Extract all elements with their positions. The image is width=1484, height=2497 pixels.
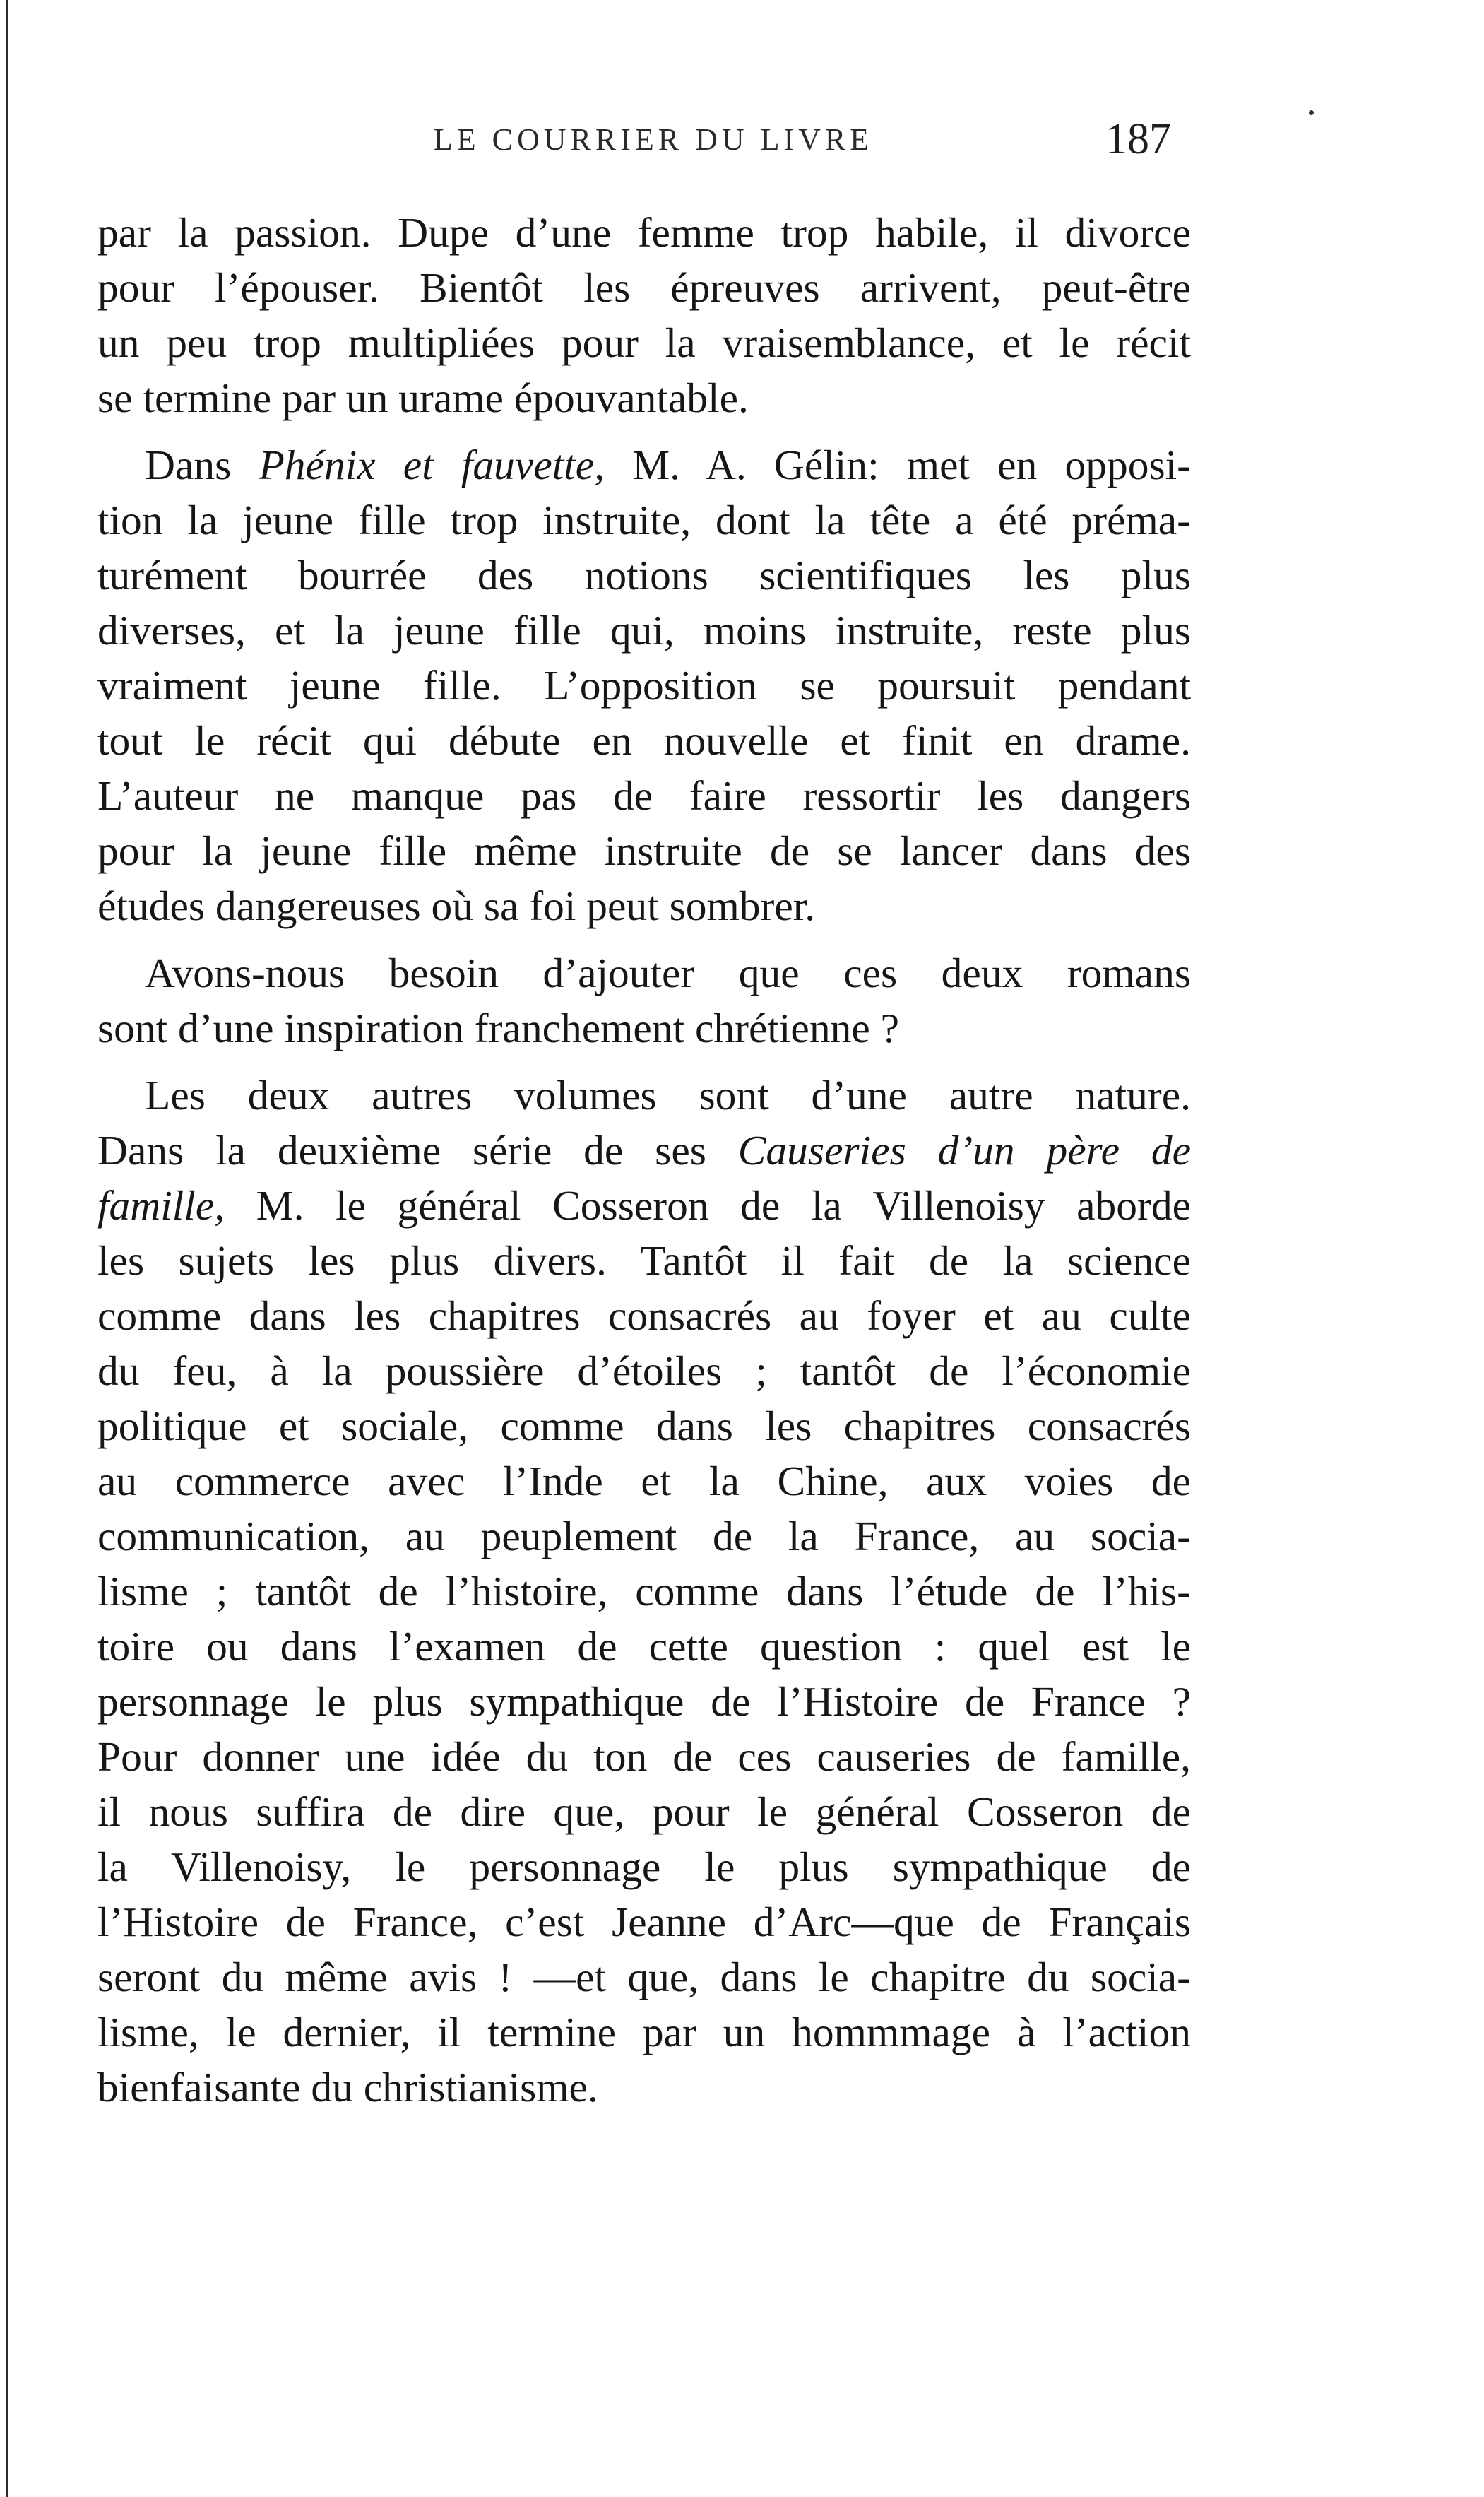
text-run: pour l’épouser. Bientôt les épreuves arrivent, peut-être (97, 264, 1191, 311)
text-line (97, 1894, 1191, 1949)
text-line (97, 548, 1191, 603)
italic-title: famille, (97, 1182, 225, 1229)
text-run: bienfaisante du christianisme. (97, 2064, 598, 2111)
text-line (97, 1949, 1191, 2005)
text-run: l’Histoire de France, c’est Jeanne d’Arc—que de Français (97, 1899, 1191, 1945)
text-run: turément bourrée des notions scientifiques les plus (97, 552, 1191, 598)
body-text (97, 205, 1191, 2115)
text-line (97, 1068, 1191, 1123)
text-run: comme dans les chapitres consacrés au foyer et au culte (97, 1292, 1191, 1339)
text-run: par la passion. Dupe d’une femme trop habile, il divorce (97, 209, 1191, 256)
text-run: Dans la deuxième série de ses (97, 1127, 738, 1174)
text-line (97, 1398, 1191, 1453)
text-run: communication, au peuplement de la France, au socia- (97, 1513, 1191, 1559)
text-line (97, 2005, 1191, 2060)
text-line (97, 1839, 1191, 1894)
text-line (97, 658, 1191, 713)
text-line (97, 1288, 1191, 1343)
text-run: sont d’une inspiration franchement chrétienne ? (97, 1005, 900, 1051)
text-run: la Villenoisy, le personnage le plus sympathique de (97, 1843, 1191, 1890)
text-line (97, 1784, 1191, 1839)
page-number: 187 (1105, 115, 1171, 163)
text-line (97, 878, 1191, 933)
text-run: pour la jeune fille même instruite de se lancer dans des (97, 827, 1191, 874)
text-run: du feu, à la poussière d’étoiles ; tantôt de l’économie (97, 1347, 1191, 1394)
text-line (97, 768, 1191, 823)
text-line (97, 1619, 1191, 1674)
text-line (97, 370, 1191, 425)
text-line (97, 603, 1191, 658)
text-line (97, 2060, 1191, 2115)
text-line (97, 945, 1191, 1000)
text-run: Avons-nous besoin d’ajouter que ces deux romans (145, 950, 1191, 996)
text-line (97, 1000, 1191, 1056)
text-line (97, 1123, 1191, 1178)
text-run: Dans (145, 442, 259, 488)
text-line (97, 437, 1191, 492)
text-run: Pour donner une idée du ton de ces causeries de famille, (97, 1733, 1191, 1780)
text-run: toire ou dans l’examen de cette question : quel est le (97, 1623, 1191, 1670)
ink-speck (1309, 110, 1314, 115)
text-run: tion la jeune fille trop instruite, dont la tête a été préma- (97, 497, 1191, 543)
paragraph-gap (97, 933, 1191, 945)
text-run: il nous suffira de dire que, pour le général Cosseron de (97, 1788, 1191, 1835)
text-line (97, 1564, 1191, 1619)
text-line (97, 1509, 1191, 1564)
paragraph (97, 205, 1191, 425)
text-run: au commerce avec l’Inde et la Chine, aux voies de (97, 1458, 1191, 1504)
text-line (97, 492, 1191, 548)
text-line (97, 260, 1191, 315)
text-line (97, 713, 1191, 768)
paragraph (97, 945, 1191, 1056)
text-run: politique et sociale, comme dans les chapitres consacrés (97, 1403, 1191, 1449)
italic-title: Causeries d’un père de (737, 1127, 1191, 1174)
page-edge-rule (6, 0, 8, 2497)
text-line (97, 823, 1191, 878)
text-line (97, 315, 1191, 370)
text-line (97, 1233, 1191, 1288)
text-run: seront du même avis ! —et que, dans le chapitre du socia- (97, 1954, 1191, 2000)
text-run: lisme ; tantôt de l’histoire, comme dans l’étude de l’his- (97, 1568, 1191, 1615)
text-run: diverses, et la jeune fille qui, moins instruite, reste plus (97, 607, 1191, 654)
text-line (97, 205, 1191, 260)
text-line (97, 1729, 1191, 1784)
paragraph-gap (97, 425, 1191, 437)
text-run: Les deux autres volumes sont d’une autre nature. (145, 1072, 1191, 1118)
paragraph-gap (97, 1056, 1191, 1068)
text-line (97, 1178, 1191, 1233)
text-run: M. A. Gélin: met en opposi- (605, 442, 1191, 488)
text-run: personnage le plus sympathique de l’Histoire de France ? (97, 1678, 1191, 1725)
paragraph (97, 1068, 1191, 2115)
text-run: les sujets les plus divers. Tantôt il fait de la science (97, 1237, 1191, 1284)
text-run: M. le général Cosseron de la Villenoisy aborde (225, 1182, 1191, 1229)
text-run: L’auteur ne manque pas de faire ressortir les dangers (97, 772, 1191, 819)
text-run: se termine par un urame épouvantable. (97, 374, 749, 421)
text-run: tout le récit qui débute en nouvelle et finit en drame. (97, 717, 1191, 764)
text-line (97, 1453, 1191, 1509)
italic-title: Phénix et fauvette, (259, 442, 605, 488)
running-title: LE COURRIER DU LIVRE (433, 122, 874, 157)
text-line (97, 1343, 1191, 1398)
text-run: lisme, le dernier, il termine par un hommmage à l’action (97, 2009, 1191, 2055)
text-run: études dangereuses où sa foi peut sombrer. (97, 882, 816, 929)
text-line (97, 1674, 1191, 1729)
text-run: vraiment jeune fille. L’opposition se poursuit pendant (97, 662, 1191, 709)
paragraph (97, 437, 1191, 933)
text-run: un peu trop multipliées pour la vraisemblance, et le récit (97, 319, 1191, 366)
